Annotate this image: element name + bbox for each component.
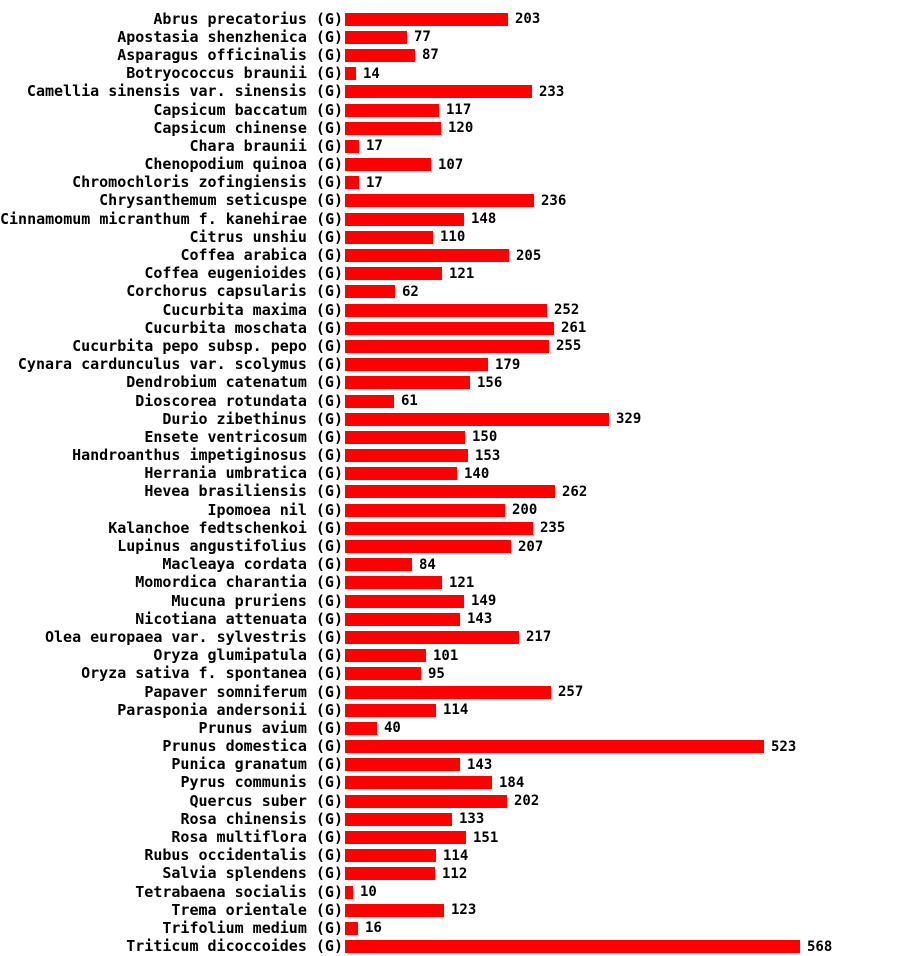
category-label: Dioscorea rotundata (G) [135, 391, 343, 410]
bar [345, 485, 555, 498]
category-label: Quercus suber (G) [189, 791, 343, 810]
category-label: Prunus domestica (G) [162, 737, 343, 756]
value-label: 101 [433, 647, 459, 664]
category-label: Momordica charantia (G) [135, 573, 343, 592]
category-label: Coffea arabica (G) [180, 246, 343, 265]
value-label: 257 [558, 684, 584, 701]
chart-row [0, 828, 900, 846]
chart-row [0, 774, 900, 792]
bar [345, 504, 505, 517]
value-label: 117 [446, 102, 472, 119]
value-label: 10 [360, 884, 377, 901]
chart-row [0, 174, 900, 192]
category-label: Cucurbita moschata (G) [144, 318, 343, 337]
category-label: Cucurbita pepo subsp. pepo (G) [72, 336, 343, 355]
value-label: 205 [516, 247, 542, 264]
category-label: Oryza glumipatula (G) [153, 646, 343, 665]
chart-row [0, 810, 900, 828]
value-label: 112 [442, 865, 468, 882]
value-label: 87 [422, 47, 439, 64]
category-label: Herrania umbratica (G) [144, 464, 343, 483]
category-label: Nicotiana attenuata (G) [135, 609, 343, 628]
bar [345, 776, 492, 789]
category-label: Cucurbita maxima (G) [162, 300, 343, 319]
category-label: Capsicum baccatum (G) [153, 100, 343, 119]
value-label: 110 [440, 229, 466, 246]
value-label: 262 [562, 483, 588, 500]
value-label: 149 [471, 593, 497, 610]
bar [345, 886, 353, 899]
category-label: Rosa multiflora (G) [171, 828, 343, 847]
value-label: 133 [459, 811, 485, 828]
value-label: 114 [443, 702, 469, 719]
bar [345, 867, 435, 880]
bar [345, 285, 395, 298]
bar [345, 613, 460, 626]
bar [345, 576, 442, 589]
bar [345, 413, 609, 426]
chart-row [0, 410, 900, 428]
value-label: 150 [472, 429, 498, 446]
value-label: 252 [554, 302, 580, 319]
category-label: Abrus precatorius (G) [153, 9, 343, 28]
chart-row [0, 865, 900, 883]
category-label: Handroanthus impetiginosus (G) [72, 446, 343, 465]
category-label: Pyrus communis (G) [180, 773, 343, 792]
bar [345, 122, 441, 135]
chart-row [0, 537, 900, 555]
category-label: Papaver somniferum (G) [144, 682, 343, 701]
value-label: 62 [402, 283, 419, 300]
chart-row [0, 374, 900, 392]
bar [345, 467, 457, 480]
category-label: Chara braunii (G) [189, 136, 343, 155]
chart-row [0, 792, 900, 810]
chart-row [0, 556, 900, 574]
chart-row [0, 501, 900, 519]
category-label: Dendrobium catenatum (G) [126, 373, 343, 392]
value-label: 120 [448, 120, 474, 137]
bar [345, 13, 508, 26]
category-label: Kalanchoe fedtschenkoi (G) [108, 518, 343, 537]
chart-row [0, 192, 900, 210]
chart-row [0, 610, 900, 628]
value-label: 151 [473, 829, 499, 846]
category-label: Camellia sinensis var. sinensis (G) [26, 82, 343, 101]
category-label: Salvia splendens (G) [162, 864, 343, 883]
chart-row [0, 46, 900, 64]
category-label: Rosa chinensis (G) [180, 809, 343, 828]
bar [345, 686, 551, 699]
bar [345, 904, 444, 917]
bar [345, 558, 412, 571]
chart-row [0, 519, 900, 537]
bar [345, 795, 507, 808]
chart-row [0, 647, 900, 665]
category-label: Olea europaea var. sylvestris (G) [44, 627, 343, 646]
bar [345, 31, 407, 44]
chart-row [0, 483, 900, 501]
chart-row [0, 83, 900, 101]
category-label: Durio zibethinus (G) [162, 409, 343, 428]
bar [345, 740, 764, 753]
category-label: Triticum dicoccoides (G) [126, 937, 343, 956]
chart-row [0, 137, 900, 155]
bar [345, 940, 800, 953]
bar [345, 431, 465, 444]
category-label: Cinnamomum micranthum f. kanehirae (G) [0, 209, 344, 228]
chart-row [0, 428, 900, 446]
chart-row [0, 938, 900, 956]
value-label: 217 [526, 629, 552, 646]
category-label: Oryza sativa f. spontanea (G) [81, 664, 343, 683]
category-label: Coffea eugenioides (G) [144, 264, 343, 283]
category-label: Parasponia andersonii (G) [117, 700, 343, 719]
value-label: 184 [499, 774, 525, 791]
chart-row [0, 210, 900, 228]
category-label: Mucuna pruriens (G) [171, 591, 343, 610]
chart-row [0, 301, 900, 319]
bar [345, 304, 547, 317]
bar [345, 340, 549, 353]
value-label: 84 [419, 556, 436, 573]
bar [345, 176, 359, 189]
value-label: 235 [540, 520, 566, 537]
chart-row [0, 665, 900, 683]
chart-row [0, 756, 900, 774]
value-label: 156 [477, 374, 503, 391]
chart-row [0, 10, 900, 28]
value-label: 255 [556, 338, 582, 355]
chart-row [0, 228, 900, 246]
value-label: 61 [401, 393, 418, 410]
chart-row [0, 319, 900, 337]
category-label: Prunus avium (G) [198, 718, 343, 737]
value-label: 121 [449, 265, 475, 282]
chart-row [0, 592, 900, 610]
category-label: Chromochloris zofingiensis (G) [72, 173, 343, 192]
chart-row [0, 447, 900, 465]
value-label: 123 [451, 902, 477, 919]
chart-row [0, 392, 900, 410]
chart-row [0, 283, 900, 301]
bar [345, 831, 466, 844]
value-label: 202 [514, 793, 540, 810]
value-label: 121 [449, 574, 475, 591]
chart-row [0, 119, 900, 137]
chart-row [0, 156, 900, 174]
bar [345, 376, 470, 389]
bar [345, 813, 452, 826]
value-label: 233 [539, 83, 565, 100]
value-label: 114 [443, 847, 469, 864]
bar [345, 722, 377, 735]
value-label: 77 [414, 29, 431, 46]
chart-row [0, 574, 900, 592]
value-label: 203 [515, 11, 541, 28]
category-label: Punica granatum (G) [171, 755, 343, 774]
chart-row [0, 265, 900, 283]
value-label: 207 [518, 538, 544, 555]
bar [345, 631, 519, 644]
bar [345, 395, 394, 408]
chart-row [0, 28, 900, 46]
chart-row [0, 919, 900, 937]
category-label: Chrysanthemum seticuspe (G) [99, 191, 343, 210]
category-label: Apostasia shenzhenica (G) [117, 27, 343, 46]
bar [345, 67, 356, 80]
bar [345, 704, 436, 717]
bar [345, 849, 436, 862]
chart-row [0, 719, 900, 737]
chart-row [0, 246, 900, 264]
value-label: 14 [363, 65, 380, 82]
bar [345, 85, 532, 98]
bar [345, 522, 533, 535]
category-label: Trifolium medium (G) [162, 918, 343, 937]
value-label: 523 [771, 738, 797, 755]
bar [345, 358, 488, 371]
category-label: Cynara cardunculus var. scolymus (G) [17, 355, 343, 374]
value-label: 153 [475, 447, 501, 464]
category-label: Chenopodium quinoa (G) [144, 155, 343, 174]
category-label: Capsicum chinense (G) [153, 118, 343, 137]
bar [345, 194, 534, 207]
bar [345, 213, 464, 226]
bar [345, 104, 439, 117]
value-label: 40 [384, 720, 401, 737]
chart-row [0, 847, 900, 865]
chart-row [0, 738, 900, 756]
bar [345, 540, 511, 553]
bar [345, 249, 509, 262]
bar [345, 667, 421, 680]
bar [345, 49, 415, 62]
chart-row [0, 901, 900, 919]
bar [345, 758, 460, 771]
value-label: 236 [541, 192, 567, 209]
value-label: 179 [495, 356, 521, 373]
chart-row [0, 683, 900, 701]
chart-row [0, 883, 900, 901]
category-label: Asparagus officinalis (G) [117, 45, 343, 64]
bar [345, 231, 433, 244]
value-label: 107 [438, 156, 464, 173]
category-label: Citrus unshiu (G) [189, 227, 343, 246]
bar [345, 158, 431, 171]
value-label: 329 [616, 411, 642, 428]
value-label: 17 [366, 174, 383, 191]
value-label: 148 [471, 211, 497, 228]
category-label: Trema orientale (G) [171, 900, 343, 919]
value-label: 16 [365, 920, 382, 937]
bar [345, 322, 554, 335]
category-label: Macleaya cordata (G) [162, 555, 343, 574]
bar [345, 140, 359, 153]
value-label: 140 [464, 465, 490, 482]
bar [345, 922, 358, 935]
chart-row [0, 337, 900, 355]
bar [345, 449, 468, 462]
value-label: 95 [428, 665, 445, 682]
category-label: Ensete ventricosum (G) [144, 427, 343, 446]
category-label: Botryococcus braunii (G) [126, 64, 343, 83]
chart-row [0, 465, 900, 483]
chart-row [0, 356, 900, 374]
value-label: 17 [366, 138, 383, 155]
category-label: Ipomoea nil (G) [207, 500, 343, 519]
category-label: Tetrabaena socialis (G) [135, 882, 343, 901]
value-label: 261 [561, 320, 587, 337]
chart-row [0, 65, 900, 83]
chart-row [0, 628, 900, 646]
bar [345, 649, 426, 662]
chart-row [0, 101, 900, 119]
category-label: Rubus occidentalis (G) [144, 846, 343, 865]
value-label: 568 [807, 938, 833, 955]
bar [345, 595, 464, 608]
value-label: 200 [512, 502, 538, 519]
category-label: Hevea brasiliensis (G) [144, 482, 343, 501]
value-label: 143 [467, 611, 493, 628]
value-label: 143 [467, 756, 493, 773]
bar [345, 267, 442, 280]
category-label: Lupinus angustifolius (G) [117, 537, 343, 556]
chart-row [0, 701, 900, 719]
category-label: Corchorus capsularis (G) [126, 282, 343, 301]
